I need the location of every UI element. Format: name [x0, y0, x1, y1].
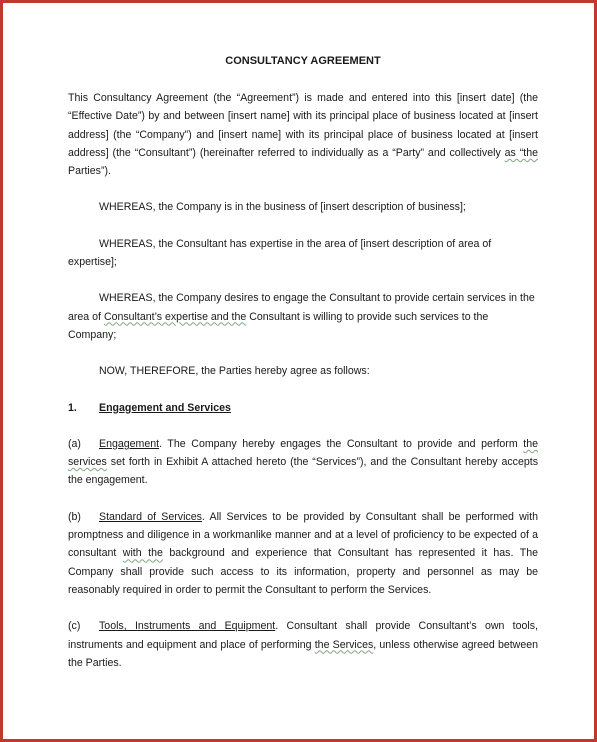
clause-a-flagged: the services	[68, 437, 538, 469]
clause-c	[68, 617, 538, 672]
document-body	[68, 52, 538, 690]
clause-c-text-end: , unless otherwise agreed between the Parties.	[68, 638, 538, 669]
clause-b	[68, 508, 538, 599]
section-1-heading	[68, 399, 538, 417]
clause-b-heading: Standard of Services	[99, 510, 202, 523]
clause-c-text: . Consultant shall provide Consultant’s own tools, instruments and equipment and place of performing	[68, 620, 538, 651]
clause-c-heading: Tools, Instruments and Equipment	[99, 620, 276, 633]
whereas-engage	[68, 289, 538, 344]
clause-c-flagged: the Services	[314, 638, 374, 651]
clause-a-text-end: set forth in Exhibit A attached hereto (the “Services”), and the Consultant hereby accepts the engagement.	[68, 456, 538, 487]
clause-a-heading: Engagement	[99, 437, 160, 450]
whereas-business: WHEREAS, the Company is in the business of [insert description of business];	[99, 201, 466, 214]
whereas-engage-flagged: Consultant’s expertise and the	[103, 310, 247, 323]
clause-c-label: (c)	[68, 620, 81, 633]
intro-paragraph	[68, 89, 538, 180]
whereas-expertise: WHEREAS, the Consultant has expertise in the area of [insert description of area of expertise];	[68, 237, 492, 269]
intro-text-end: Parties”).	[68, 165, 111, 178]
clause-b-flagged: with the	[122, 547, 163, 560]
clause-b-label: (b)	[68, 510, 81, 523]
whereas-engage-text: WHEREAS, the Company desires to engage the Consultant to provide certain services in the area of	[68, 292, 535, 323]
now-therefore: NOW, THEREFORE, the Parties hereby agree as follows:	[99, 365, 370, 378]
clause-a-text: . The Company hereby engages the Consultant to provide and perform	[159, 437, 524, 450]
document-title: CONSULTANCY AGREEMENT	[225, 55, 381, 67]
intro-text: This Consultancy Agreement (the “Agreement”) is made and entered into this [insert date] (the “Effective Date”) by and between [insert name] with its principal place of business located at [insert address] (the “Company”) and [insert name] with its principal place of business located at [insert address] (the “Consultant”) (hereinafter referred to individually as a “Party” and collectively	[68, 92, 538, 159]
whereas-engage-text-end: Consultant is willing to provide such services to the Company;	[68, 310, 489, 341]
clause-b-text: . All Services to be provided by Consultant shall be performed with promptness and diligence in a workmanlike manner and at a level of proficiency to be expected of a consultant	[68, 510, 538, 560]
clause-a	[68, 435, 538, 490]
intro-as-the: as “the	[504, 146, 538, 159]
section-1-title: Engagement and Services	[99, 401, 231, 414]
clause-a-label: (a)	[68, 437, 81, 450]
clause-b-text-end: background and experience that Consultant has represented it has. The Company shall provide such access to its information, property and personnel as may be reasonably required in order to permit the Consultant to perform the Services.	[68, 547, 538, 596]
section-1-number: 1.	[68, 401, 77, 414]
